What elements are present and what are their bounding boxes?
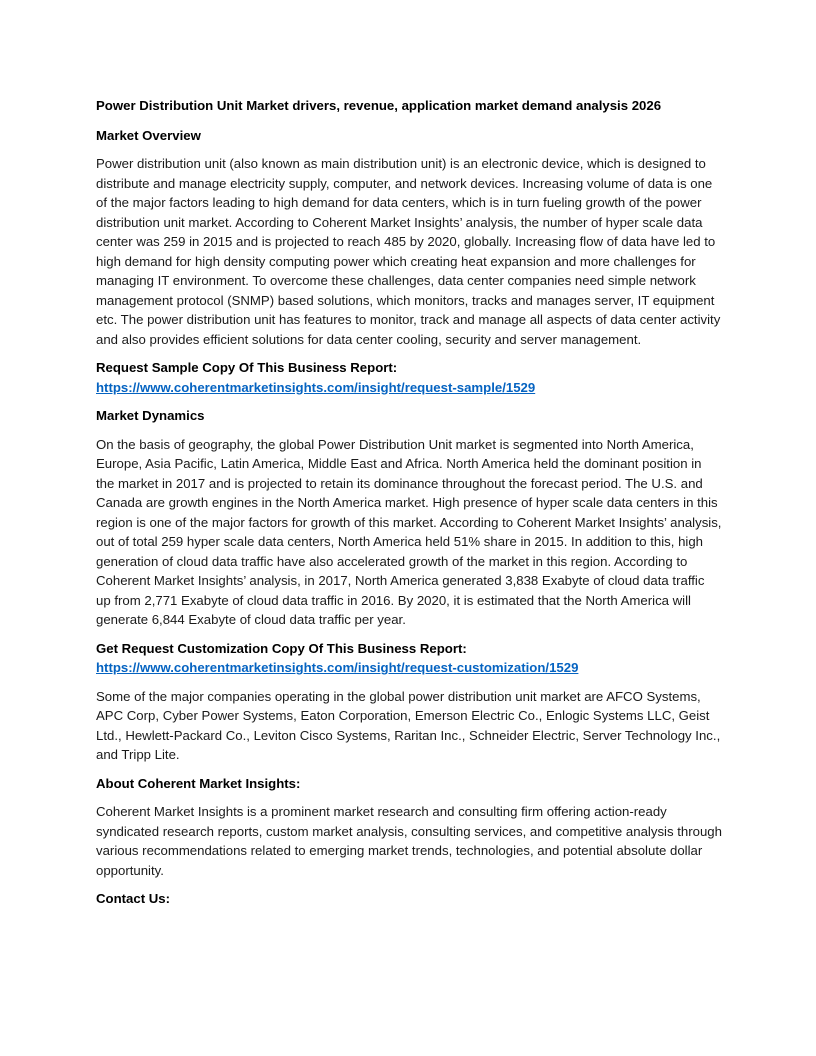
document-page: [96, 96, 722, 918]
market-dynamics-heading: Market Dynamics: [96, 408, 205, 423]
customization-request-link[interactable]: https://www.coherentmarketinsights.com/insight/request-customization/1529: [96, 660, 579, 675]
about-paragraph: Coherent Market Insights is a prominent market research and consulting firm offering action-ready syndicated research reports, custom market analysis, consulting services, and competitive analysis through various recommendations related to emerging market trends, technologies, and potential absolute dollar opportunity.: [96, 804, 722, 878]
sample-request-block: [96, 358, 722, 397]
contact-heading: Contact Us:: [96, 891, 170, 906]
sample-request-label: Request Sample Copy Of This Business Report:: [96, 360, 398, 375]
document-title: Power Distribution Unit Market drivers, revenue, application market demand analysis 2026: [96, 98, 662, 113]
market-overview-paragraph: Power distribution unit (also known as main distribution unit) is an electronic device, which is designed to distribute and manage electricity supply, computer, and network devices. Increasing volume of data is one of the major factors leading to high demand for data centers, which is in turn fueling growth of the power distribution unit market. According to Coherent Market Insights’ analysis, the number of hyper scale data center was 259 in 2015 and is projected to reach 485 by 2020, globally. Increasing flow of data have led to high demand for high density computing power which creating heat expansion and more challenges for managing IT environment. To overcome these challenges, data center companies need simple network management protocol (SNMP) based solutions, which monitors, tracks and manages server, IT equipment etc. The power distribution unit has features to monitor, track and manage all aspects of data center activity and also provides efficient solutions for data center cooling, security and server management.: [96, 156, 721, 347]
customization-request-block: [96, 639, 722, 678]
market-overview-heading: Market Overview: [96, 127, 201, 143]
market-dynamics-paragraph: On the basis of geography, the global Power Distribution Unit market is segmented into North America, Europe, Asia Pacific, Latin America, Middle East and Africa. North America held the dominant position in the market in 2017 and is projected to retain its dominance throughout the forecast period. The U.S. and Canada are growth engines in the North America market. High presence of hyper scale data centers in this region is one of the major factors for growth of this market. According to Coherent Market Insights’ analysis, out of total 259 hyper scale data centers, North America held 51% share in 2015. In addition to this, high generation of cloud data traffic have also accelerated growth of the market in this region. According to Coherent Market Insights’ analysis, in 2017, North America generated 3,838 Exabyte of cloud data traffic up from 2,771 Exabyte of cloud data traffic in 2016. By 2020, it is estimated that the North America will generate 6,844 Exabyte of cloud data traffic per year.: [96, 436, 722, 627]
sample-request-link[interactable]: https://www.coherentmarketinsights.com/insight/request-sample/1529: [96, 379, 536, 395]
customization-request-label: Get Request Customization Copy Of This Business Report:: [96, 640, 467, 656]
companies-paragraph: Some of the major companies operating in the global power distribution unit market are AFCO Systems, APC Corp, Cyber Power Systems, Eaton Corporation, Emerson Electric Co., Enlogic Systems LLC, Geist Ltd., Hewlett-Packard Co., Leviton Cisco Systems, Raritan Inc., Schneider Electric, Server Technology Inc., and Tripp Lite.: [96, 688, 721, 762]
about-heading: About Coherent Market Insights:: [96, 775, 301, 791]
